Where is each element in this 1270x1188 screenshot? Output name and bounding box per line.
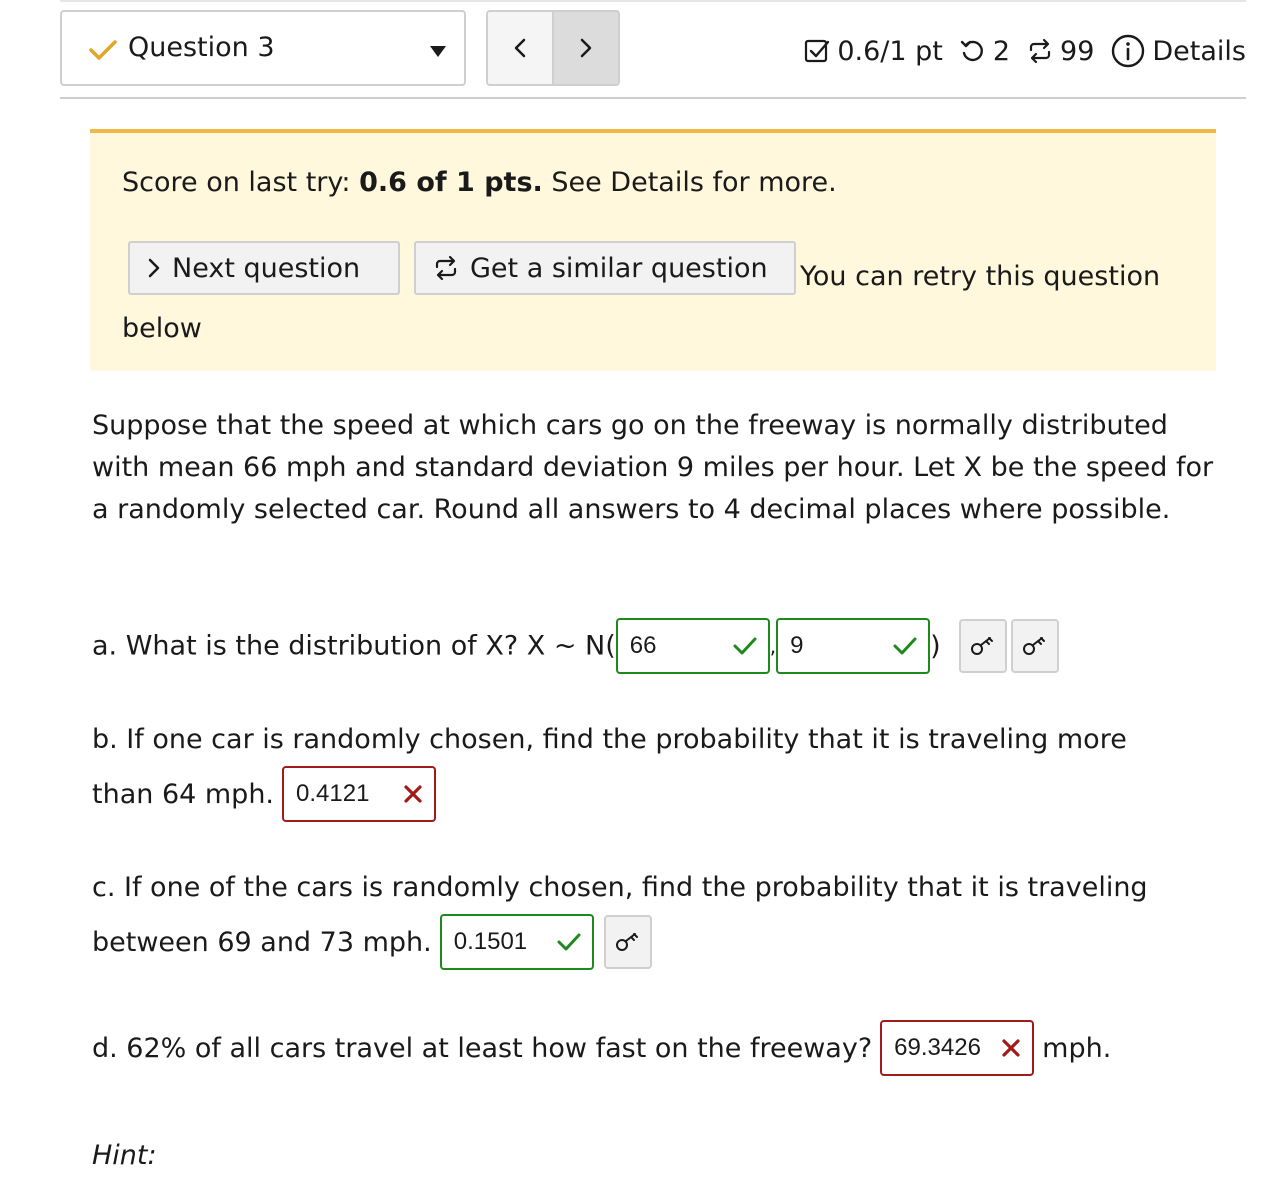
correct-check-icon [556,931,582,953]
question-prompt: Suppose that the speed at which cars go on the freeway is normally distributed with mean 66 mph and standard deviation 9 miles per hour. Let X be the speed for a randomly selected car. Round all answers to 4 decimal places where possible. [92,410,1214,525]
prev-question-button[interactable] [488,12,552,84]
score-indicator [803,36,943,67]
part-c [92,914,652,970]
checkbox-icon [803,37,831,65]
refresh-arrows-icon [432,254,460,282]
close-paren: ) [930,630,941,662]
incorrect-x-icon [1000,1037,1022,1059]
comma: , [769,634,777,658]
part-d-unit: mph. [1042,1032,1112,1064]
show-answer-key-button[interactable] [1011,619,1059,673]
top-divider [60,0,1246,2]
score-actions [128,241,810,295]
part-d [92,1020,1111,1076]
part-c-input[interactable] [440,914,594,970]
score-suffix: See Details for more. [542,167,837,198]
sd-input[interactable] [776,618,930,674]
versions-count: 99 [1060,35,1095,67]
next-question-nav-button[interactable] [552,12,618,84]
part-b [92,766,436,822]
score-text: 0.6/1 pt [837,35,943,67]
chevron-left-icon [512,37,528,59]
retries-indicator [959,36,1010,67]
score-notice [90,129,1216,371]
sd-value: 9 [790,632,804,659]
details-button[interactable] [1110,33,1246,69]
chevron-right-icon [146,257,162,279]
question-label: Question 3 [128,32,275,63]
show-answer-key-button[interactable] [959,619,1007,673]
mean-value: 66 [629,632,657,659]
similar-question-button[interactable] [414,241,796,295]
part-b-value: 0.4121 [296,780,370,807]
part-c-text: between 69 and 73 mph. [92,926,432,958]
part-c-line1: c. If one of the cars is randomly chosen, find the probability that it is traveling [92,872,1148,903]
question-nav [486,10,620,86]
part-d-value: 69.3426 [894,1034,981,1061]
hint-label: Hint: [92,1140,157,1171]
part-b-text: than 64 mph. [92,778,275,810]
info-icon [1110,33,1146,69]
retries-count: 2 [992,35,1011,67]
caret-down-icon [430,46,446,57]
question-meta [787,28,1246,74]
incorrect-x-icon [402,783,424,805]
score-prefix: Score on last try: [122,167,360,198]
key-icon [1022,635,1048,657]
part-b-line1: b. If one car is randomly chosen, find the probability that it is traveling more [92,724,1127,755]
key-icon [615,931,641,953]
key-icon [970,635,996,657]
retry-message: You can retry this question below [122,261,1161,344]
next-question-label: Next question [172,252,361,284]
part-b-input[interactable] [282,766,436,822]
refresh-arrows-icon [1026,37,1054,65]
part-a [92,618,1059,674]
part-c-value: 0.1501 [453,928,528,955]
show-answer-key-button[interactable] [604,915,652,969]
score-value: 0.6 of 1 pts. [359,167,543,198]
similar-question-label: Get a similar question [470,252,768,284]
part-d-input[interactable] [880,1020,1034,1076]
mean-input[interactable] [616,618,770,674]
check-icon [88,39,118,61]
correct-check-icon [732,635,758,657]
retry-icon [959,37,987,65]
score-summary [122,167,837,198]
question-header [60,10,1246,90]
question-select[interactable] [60,10,466,86]
details-label: Details [1152,35,1246,67]
header-divider [60,97,1246,99]
part-d-text: d. 62% of all cars travel at least how fast on the freeway? [92,1032,873,1064]
next-question-button[interactable] [128,241,400,295]
chevron-right-icon [578,37,594,59]
correct-check-icon [892,635,918,657]
versions-indicator [1026,36,1094,67]
part-a-text: a. What is the distribution of X? X ~ N( [92,630,616,662]
